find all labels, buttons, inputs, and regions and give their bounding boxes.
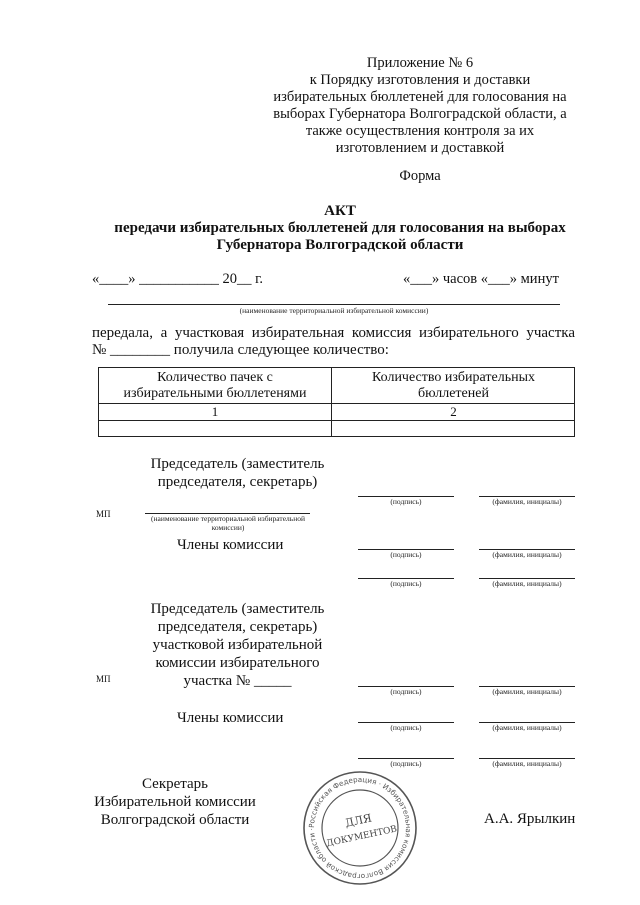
official-stamp: [300, 768, 420, 888]
appendix-line: выборах Губернатора Волгоградской области, а: [273, 106, 567, 122]
act-title: АКТ: [324, 203, 356, 219]
name-caption: (фамилия, инициалы): [492, 759, 562, 768]
territorial-members-label: Члены комиссии: [177, 537, 284, 553]
territorial-chair-title: Председатель (заместитель председателя, секретарь): [150, 456, 325, 490]
secretary-block: Секретарь Избирательной комиссии Волгоградской области: [94, 776, 256, 828]
ballot-table: [98, 367, 575, 437]
name-caption: (фамилия, инициалы): [492, 497, 562, 506]
secretary-name: А.А. Ярылкин: [484, 811, 576, 827]
transfer-text: передала, а участковая избирательная комиссия избирательного участка: [92, 325, 575, 341]
appendix-title: Приложение № 6: [366, 55, 474, 71]
table-header-ballots: Количество избирательных бюллетеней: [372, 370, 535, 401]
signature-caption: (подпись): [390, 579, 422, 588]
act-subtitle: передачи избирательных бюллетеней для голосования на выборах: [114, 220, 566, 236]
act-subtitle: Губернатора Волгоградской области: [216, 237, 464, 253]
appendix-line: изготовлением и доставкой: [335, 140, 505, 156]
appendix-line: избирательных бюллетеней для голосования на: [273, 89, 567, 105]
transfer-text: № ________ получила следующее количество:: [92, 342, 389, 358]
territorial-name-caption: (наименование территориальной избирательной комиссии): [151, 514, 305, 532]
precinct-members-label: Члены комиссии: [177, 710, 284, 726]
time-field: «___» часов «___» минут: [403, 271, 559, 287]
commission-name-line: [108, 304, 560, 305]
appendix-line: к Порядку изготовления и доставки: [309, 72, 531, 88]
mp-label: МП: [96, 509, 111, 519]
commission-caption: (наименование территориальной избирательной комиссии): [239, 306, 429, 315]
table-column-number: 2: [450, 404, 457, 419]
form-label: Форма: [399, 168, 441, 184]
signature-caption: (подпись): [390, 759, 422, 768]
appendix-line: также осуществления контроля за их: [305, 123, 535, 139]
name-caption: (фамилия, инициалы): [492, 723, 562, 732]
table-column-number: 1: [211, 404, 219, 419]
signature-caption: (подпись): [390, 497, 422, 506]
table-header-packs: Количество пачек с избирательными бюллетенями: [123, 370, 307, 401]
name-caption: (фамилия, инициалы): [492, 579, 562, 588]
name-caption: (фамилия, инициалы): [492, 550, 562, 559]
precinct-chair-title: Председатель (заместитель председателя, секретарь) участковой избирательной комиссии избирательного участка № _____: [150, 601, 325, 689]
signature-caption: (подпись): [390, 550, 422, 559]
svg-text:ДОКУМЕНТОВ: ДОКУМЕНТОВ: [325, 824, 399, 850]
mp-label: МП: [96, 674, 111, 684]
signature-caption: (подпись): [390, 723, 422, 732]
signature-caption: (подпись): [390, 687, 422, 696]
svg-text:Российская Федерация · Избират: Российская Федерация · Избирательная комиссия Волгоградской области ·: [306, 774, 414, 882]
svg-text:ДЛЯ: ДЛЯ: [343, 811, 374, 830]
date-field: «____» ___________ 20__ г.: [92, 271, 264, 287]
name-caption: (фамилия, инициалы): [492, 687, 562, 696]
